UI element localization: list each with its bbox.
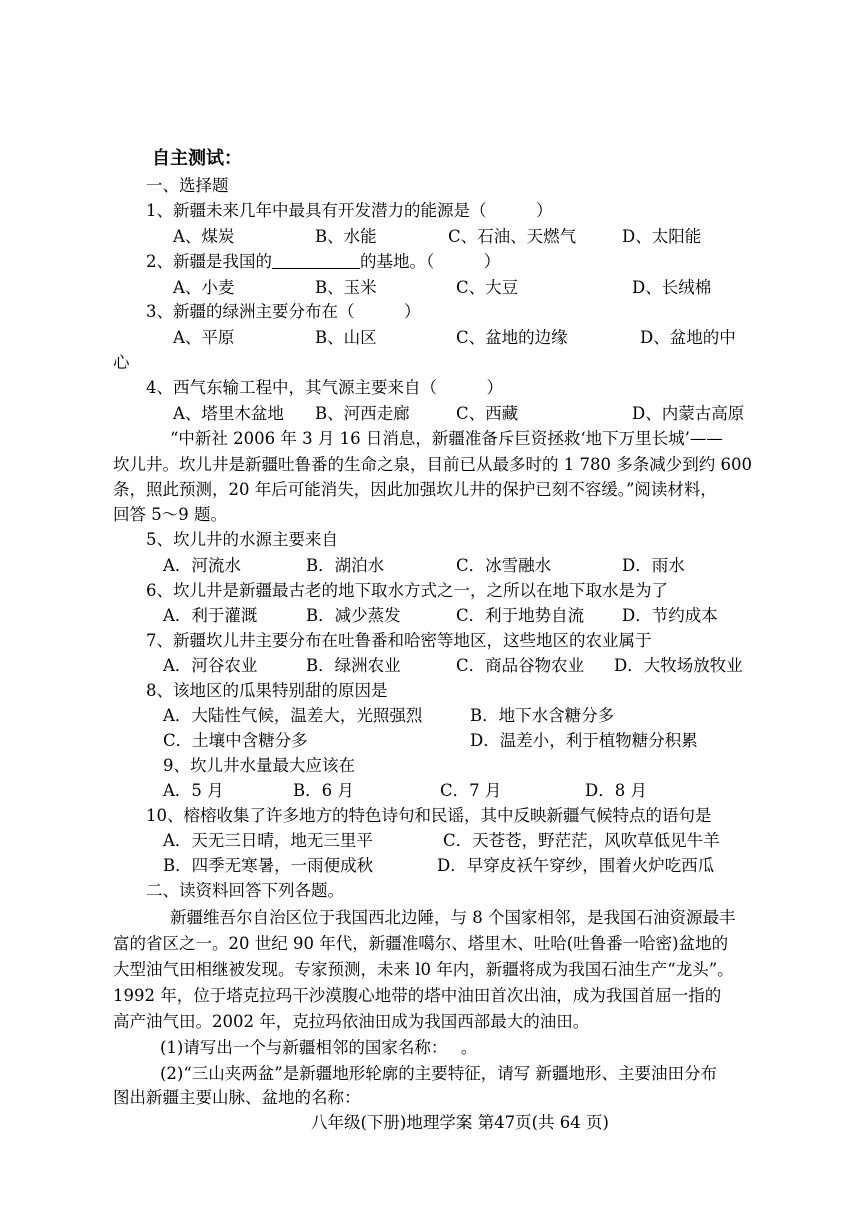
- question-9-stem: 9、坎儿井水量最大应该在: [163, 756, 355, 775]
- q2-option-d: D、长绒棉: [632, 278, 712, 297]
- q5-option-a: A．河流水: [163, 556, 241, 575]
- q5-option-d: D．雨水: [622, 556, 685, 575]
- q6-option-a: A．利于灌溉: [163, 606, 258, 625]
- passage2-line: 大型油气田相继被发现。专家预测，未来 l0 年内，新疆将成为我国石油生产“龙头”。: [113, 960, 734, 979]
- q1-option-a: A、煤炭: [173, 227, 235, 246]
- question-3-stem: 3、新疆的绿洲主要分布在（ ）: [146, 302, 421, 321]
- q8-option-c: C．土壤中含糖分多: [163, 731, 308, 750]
- q3-option-a: A、平原: [173, 328, 235, 347]
- question-4-stem: 4、西气东输工程中，其气源主要来自（ ）: [146, 378, 503, 397]
- q4-option-a: A、塔里木盆地: [173, 404, 284, 423]
- page-footer: 八年级(下册)地理学案 第47页(共 64 页): [311, 1113, 609, 1132]
- q10-option-a: A．天无三日晴，地无三里平: [163, 831, 373, 850]
- q10-option-b: B．四季无寒暑，一雨便成秋: [163, 856, 374, 875]
- q5-option-c: C．冰雪融水: [456, 556, 552, 575]
- q1-option-b: B、水能: [315, 227, 377, 246]
- passage1-line: 坎儿井。坎儿井是新疆吐鲁番的生命之泉，目前已从最多时的 1 780 多条减少到约 600: [113, 455, 752, 474]
- q1-option-c: C、石油、天燃气: [448, 227, 577, 246]
- part2-heading: 二、读资料回答下列各题。: [146, 881, 344, 900]
- q2-option-c: C、大豆: [456, 278, 519, 297]
- q9-option-b: B．6 月: [293, 781, 354, 800]
- question-5-stem: 5、坎儿井的水源主要来自: [146, 530, 338, 549]
- question-7-stem: 7、新疆坎儿井主要分布在吐鲁番和哈密等地区，这些地区的农业属于: [146, 631, 652, 650]
- q2-stem-before: 2、新疆是我国的: [146, 252, 272, 271]
- answer-blank: [272, 252, 360, 269]
- q4-option-c: C、西藏: [456, 404, 519, 423]
- q8-option-a: A．大陆性气候，温差大，光照强烈: [163, 706, 423, 725]
- q4-option-b: B、河西走廊: [315, 404, 410, 423]
- q3-option-d: D、盆地的中: [640, 328, 736, 347]
- passage2-line: 1992 年，位于塔克拉玛干沙漠腹心地带的塔中油田首次出油，成为我国首屈一指的: [113, 986, 722, 1005]
- passage1-line: 回答 5～9 题。: [113, 505, 227, 524]
- q9-option-a: A．5 月: [163, 781, 224, 800]
- part1-heading: 一、选择题: [146, 176, 229, 195]
- q1-option-d: D、太阳能: [622, 227, 702, 246]
- q9-option-c: C．7 月: [440, 781, 502, 800]
- question-8-stem: 8、该地区的瓜果特别甜的原因是: [146, 681, 388, 700]
- q2-option-a: A、小麦: [173, 278, 235, 297]
- subquestion-2-line: 图出新疆主要山脉、盆地的名称：: [113, 1088, 361, 1107]
- q6-option-b: B．减少蒸发: [306, 606, 401, 625]
- q3-wrap-text: 心: [113, 353, 130, 372]
- q2-stem-after: 的基地。（ ）: [360, 252, 501, 271]
- q8-option-b: B．地下水含糖分多: [470, 706, 615, 725]
- q6-option-c: C．利于地势自流: [456, 606, 585, 625]
- passage1-line: “中新社 2006 年 3 月 16 日消息，新疆准备斥巨资拯救‘地下万里长城’——: [170, 429, 723, 448]
- q4-option-d: D、内蒙古高原: [632, 404, 745, 423]
- q5-option-b: B．湖泊水: [306, 556, 385, 575]
- q9-option-d: D．8 月: [585, 781, 647, 800]
- q6-option-d: D．节约成本: [622, 606, 718, 625]
- question-6-stem: 6、坎儿井是新疆最古老的地下取水方式之一，之所以在地下取水是为了: [146, 581, 668, 600]
- q7-option-a: A．河谷农业: [163, 656, 258, 675]
- question-2-stem: [146, 251, 500, 273]
- question-1-stem: 1、新疆未来几年中最具有开发潜力的能源是（ ）: [146, 201, 553, 220]
- q2-option-b: B、玉米: [315, 278, 377, 297]
- q7-option-c: C．商品谷物农业: [456, 656, 585, 675]
- q7-option-d: D．大牧场放牧业: [614, 656, 743, 675]
- subquestion-2-line: (2)“三山夹两盆”是新疆地形轮廓的主要特征，请写 新疆地形、主要油田分布: [160, 1064, 717, 1083]
- section-title: 自主测试：: [152, 148, 242, 169]
- passage2-line: 新疆维吾尔自治区位于我国西北边陲，与 8 个国家相邻，是我国石油资源最丰: [170, 908, 736, 927]
- passage2-line: 高产油气田。2002 年，克拉玛依油田成为我国西部最大的油田。: [113, 1012, 590, 1031]
- q3-option-b: B、山区: [315, 328, 377, 347]
- subquestion-1: (1)请写出一个与新疆相邻的国家名称： 。: [160, 1038, 478, 1057]
- q10-option-c: C．天苍苍，野茫茫，风吹草低见牛羊: [443, 831, 720, 850]
- q10-option-d: D．早穿皮袄午穿纱，围着火炉吃西瓜: [437, 856, 715, 875]
- question-10-stem: 10、榕榕收集了许多地方的特色诗句和民谣，其中反映新疆气候特点的语句是: [146, 806, 712, 825]
- passage1-line: 条，照此预测，20 年后可能消失，因此加强坎儿井的保护已刻不容缓。”阅读材料，: [113, 480, 717, 499]
- q7-option-b: B．绿洲农业: [306, 656, 401, 675]
- passage2-line: 富的省区之一。20 世纪 90 年代，新疆准噶尔、塔里木、吐哈(吐鲁番一哈密)盆地的: [113, 934, 729, 953]
- q3-option-c: C、盆地的边缘: [456, 328, 568, 347]
- q8-option-d: D．温差小，利于植物糖分积累: [470, 731, 698, 750]
